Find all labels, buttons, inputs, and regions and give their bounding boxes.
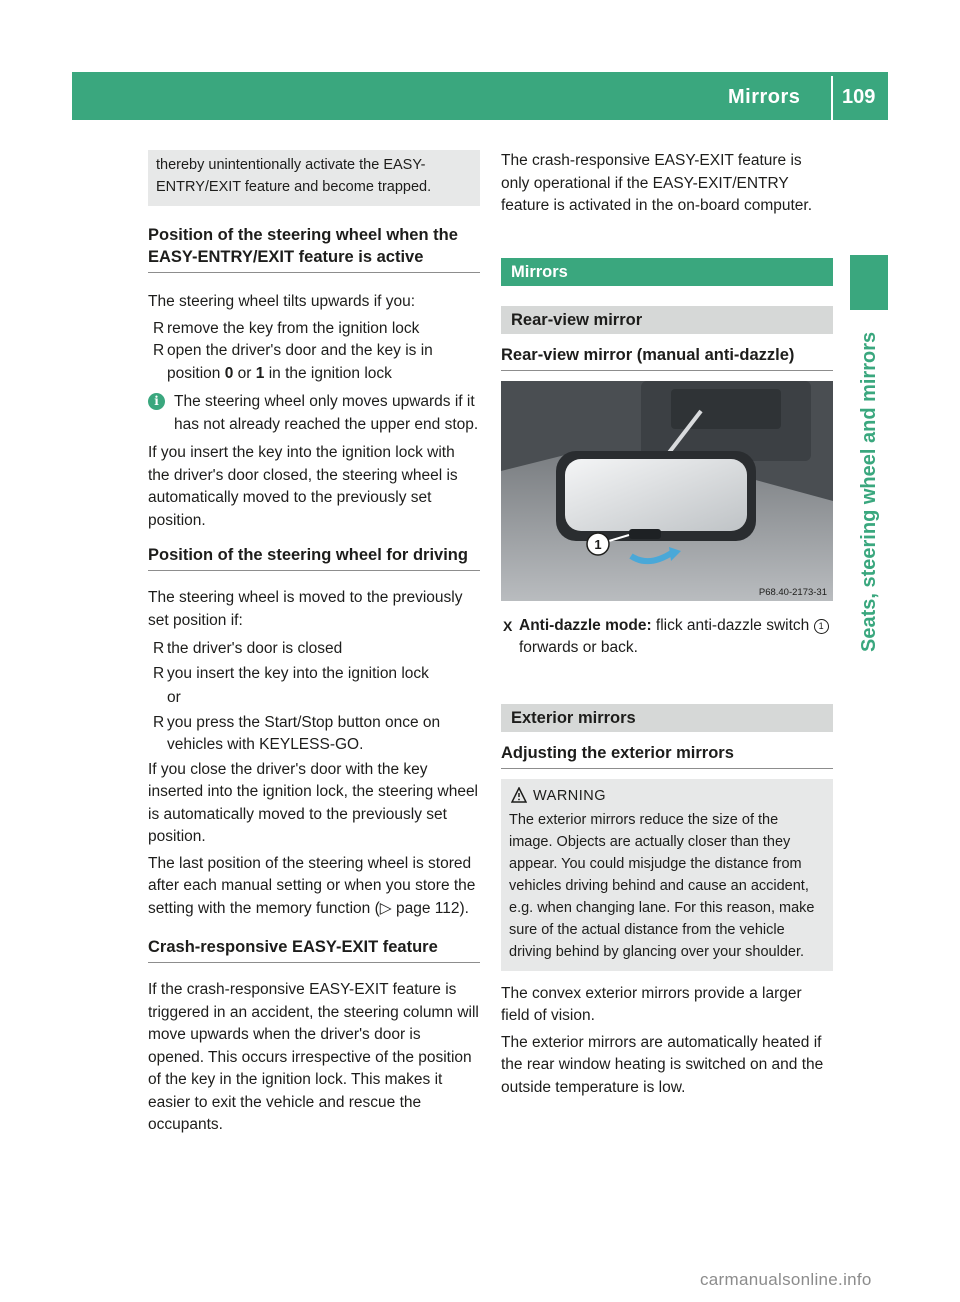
heading-driving-position: Position of the steering wheel for driving (148, 544, 480, 571)
left-column: thereby unintentionally activate the EASY-ENTRY/EXIT feature and become trapped. Position of the steering wheel when the EASY-ENTRY/EXIT feature is active The steering wheel tilts upwards if you: R remove the key from the ignition lock R open the driver's door and the key is in position 0 or 1 in the ignition lock i The steering wheel only moves upwards if it has not already reached the upper end stop. If you insert the key into the ignition lock with the driver's door closed, the steering wheel is automatically moved to the previously set position. Position of the steering wheel for driving The steering wheel is moved to the previously set position if: R the driver's door is closed R you insert the key into the ignition lock or R you press the Start/Stop button once on vehicles with KEYLESS-GO. If you close the driver's door with the key inserted into the ignition lock, the steering wheel is automatically moved to the previously set position. The last position of the steering wheel is stored after each manual setting or when you store the setting with the memory function (▷ page 112). Crash-responsive EASY-EXIT feature If the crash-responsive EASY-EXIT feature is triggered in an accident, the steering column will move upwards when the driver's door is opened. This occurs irrespective of the position of the key in the ignition lock. This makes it easier to exit the vehicle and rescue the occupants. (148, 150, 480, 1141)
paragraph-crash-triggered: If the crash-responsive EASY-EXIT feature is triggered in an accident, the steering column will move upwards when the driver's door is opened. This occurs irrespective of the position of the key in the ignition lock. This makes it easier to exit the vehicle and rescue the occupants. (148, 981, 479, 1133)
bullet-mark: R (153, 713, 165, 731)
image-code: P68.40-2173-31 (758, 586, 827, 598)
action-text-b: forwards or back. (519, 639, 638, 656)
section-heading-rear-view-mirror: Rear-view mirror (501, 306, 833, 334)
page-ref-arrow: ▷ (379, 899, 392, 917)
bullet-mark: R (153, 342, 165, 359)
info-icon: i (148, 393, 165, 410)
bullet-mark: R (153, 319, 165, 337)
warning-text: The exterior mirrors reduce the size of the image. Objects are actually closer than they appear. You could misjudge the distance from vehicles driving behind and cause an accident, e.g. when changing lane. For this reason, make sure of the actual distance from the vehicle driving behind by glancing over your shoulder. (509, 811, 815, 960)
list-item (148, 712, 480, 757)
header-divider (831, 76, 833, 120)
action-step (501, 615, 833, 660)
chapter-tab-marker (850, 255, 888, 310)
or-line: or (167, 689, 181, 706)
action-text-a: flick anti-dazzle switch (651, 616, 814, 634)
action-label: Anti-dazzle mode: (519, 616, 652, 634)
watermark-text: carmanualsonline.info (700, 1270, 872, 1289)
warning-box (501, 779, 833, 971)
position-suffix: in the ignition lock (264, 364, 392, 382)
list-item-text: you press the Start/Stop button once on vehicles with KEYLESS-GO. (167, 713, 441, 753)
info-note (148, 391, 480, 436)
paragraph-tilts: The steering wheel tilts upwards if you: (148, 293, 416, 310)
paragraph-moved-if: The steering wheel is moved to the previously set position if: (148, 589, 463, 629)
section-title: Mirrors (728, 86, 801, 108)
or-word: or (233, 364, 256, 382)
info-note-text: The steering wheel only moves upwards if it has not already reached the upper end stop. (174, 393, 479, 433)
paragraph-close-door: If you close the driver's door with the key inserted into the ignition lock, the steering wheel is automatically moved to the previously set position. (148, 760, 479, 845)
list-item-text: you insert the key into the ignition lock (167, 664, 429, 682)
list-item-text: the driver's door is closed (167, 640, 343, 657)
position-zero: 0 (224, 364, 234, 382)
right-column (501, 150, 833, 1103)
list-item (148, 318, 480, 341)
page-number: 109 (842, 86, 876, 108)
list-item-text: remove the key from the ignition lock (167, 319, 420, 337)
warning-header (509, 785, 825, 807)
warning-continuation-text: thereby unintentionally activate the EASY-ENTRY/EXIT feature and become trapped. (156, 157, 432, 195)
paragraph-heated: The exterior mirrors are automatically heated if the rear window heating is switched on and the outside temperature is low. (501, 1033, 824, 1096)
section-heading-mirrors: Mirrors (501, 258, 833, 286)
page-ref-link[interactable]: page 112 (395, 899, 460, 917)
list-item (148, 340, 480, 385)
section-heading-exterior-mirrors: Exterior mirrors (501, 704, 833, 732)
paragraph-easy-exit-operational: The crash-responsive EASY-EXIT feature is only operational if the EASY-EXIT/ENTRY feature is activated in the on-board computer. (501, 152, 813, 214)
callout-1-inline: 1 (814, 619, 829, 634)
bullet-mark: R (153, 664, 165, 682)
list-item-text: open the driver's door and the key is in position (167, 342, 433, 382)
action-x-icon: X (503, 617, 513, 634)
heading-manual-anti-dazzle: Rear-view mirror (manual anti-dazzle) (501, 344, 833, 371)
chapter-tab-label: Seats, steering wheel and mirrors (858, 332, 880, 653)
paragraph-insert-key: If you insert the key into the ignition lock with the driver's door closed, the steering wheel is automatically moved to the previously set position. (148, 444, 458, 529)
warning-triangle-icon (511, 787, 527, 803)
mirror-illustration (501, 381, 833, 601)
position-one: 1 (255, 364, 265, 382)
warning-label: WARNING (533, 787, 607, 804)
heading-adjust-exterior-mirrors: Adjusting the exterior mirrors (501, 742, 833, 769)
paragraph-last-position: The last position of the steering wheel is stored after each manual setting or when you store the setting with the memory function (148, 854, 476, 917)
heading-crash-easy-exit: Crash-responsive EASY-EXIT feature (148, 936, 480, 963)
warning-continuation-box (148, 150, 480, 206)
heading-easy-entry-position: Position of the steering wheel when the EASY-ENTRY/EXIT feature is active (148, 224, 480, 273)
list-item (148, 638, 480, 661)
list-item (148, 663, 480, 686)
rear-view-mirror-photo (501, 381, 833, 601)
bullet-mark: R (153, 640, 165, 657)
callout-1-label: 1 (594, 536, 602, 552)
paragraph-convex: The convex exterior mirrors provide a larger field of vision. (501, 984, 802, 1024)
